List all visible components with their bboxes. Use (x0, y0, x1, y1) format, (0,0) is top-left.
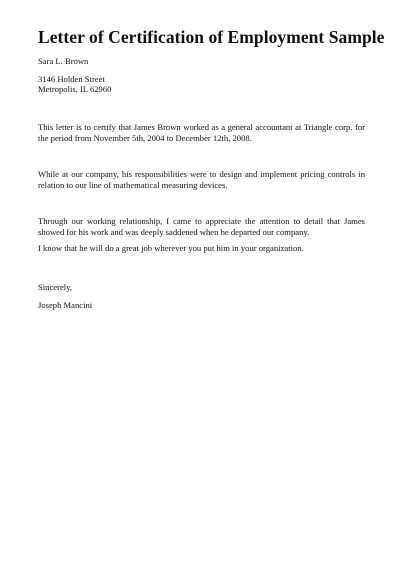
recipient-name: Sara L. Brown (38, 56, 89, 66)
body-paragraph-4: I know that he will do a great job wherever you put him in your organization. (38, 243, 304, 253)
body-paragraph-3: Through our working relationship, I came to appreciate the attention to detail that James showed for his work and was deeply saddened when he departed our company. (38, 216, 365, 237)
body-paragraph-1: This letter is to certify that James Brown worked as a general accountant at Triangle corp. for the period from November 5th, 2004 to December 12th, 2008. (38, 122, 365, 143)
closing: Sincerely, (38, 282, 73, 292)
recipient-street: 3146 Holden Street (38, 74, 105, 84)
signature-name: Joseph Mancini (38, 300, 93, 310)
recipient-city: Metropolis, IL 62960 (38, 84, 112, 94)
body-paragraph-2: While at our company, his responsibilities were to design and implement pricing controls in relation to our line of mathematical measuring devices. (38, 169, 365, 190)
letter-title: Letter of Certification of Employment Sample (38, 27, 385, 47)
